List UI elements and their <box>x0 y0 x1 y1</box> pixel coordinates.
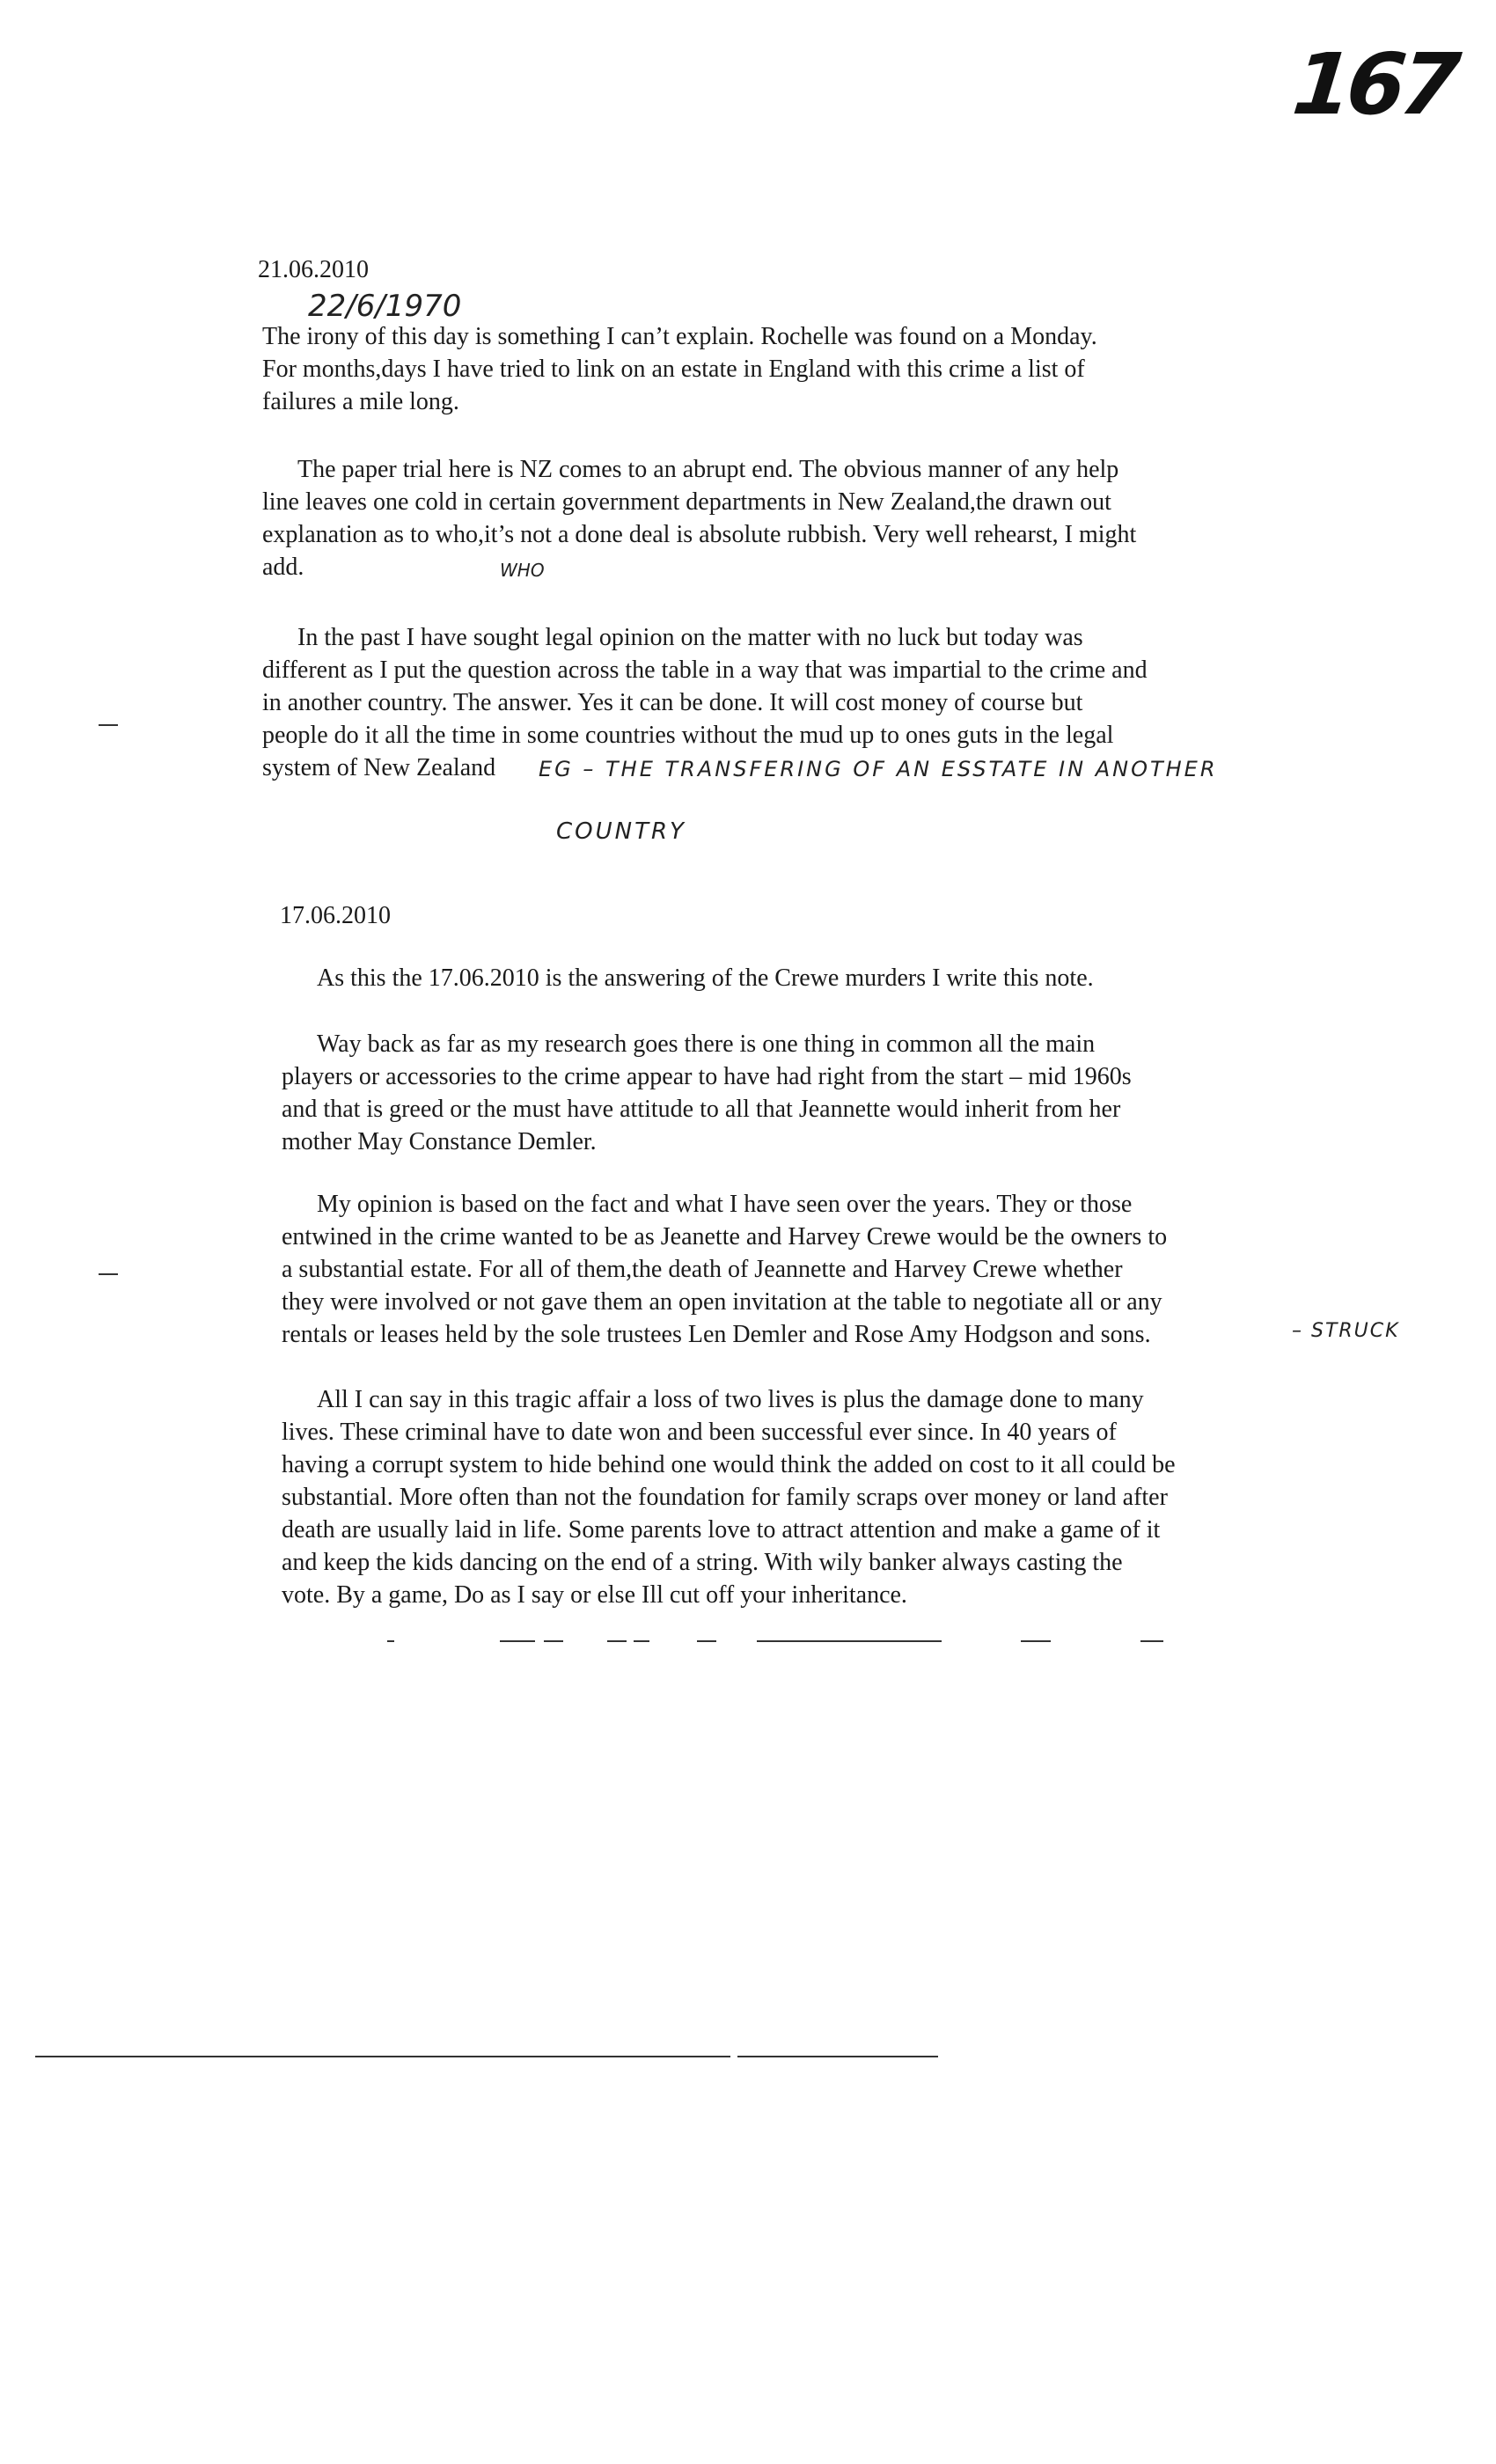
text-line: and keep the kids dancing on the end of a string. With wily banker always casting the <box>282 1549 1123 1576</box>
text-line: failures a mile long. <box>262 388 459 415</box>
entry-date: 17.06.2010 <box>280 902 391 929</box>
text-line: entwined in the crime wanted to be as Jeanette and Harvey Crewe would be the owners to <box>282 1223 1168 1250</box>
text-line: death are usually laid in life. Some parents love to attract attention and make a game of it <box>282 1516 1161 1544</box>
rule-segment <box>1021 1640 1051 1642</box>
paragraph <box>282 1188 1373 1351</box>
rule-segment <box>1140 1640 1163 1642</box>
text-line: As this the 17.06.2010 is the answering of the Crewe murders I write this note. <box>317 964 1094 992</box>
text-line: For months,days I have tried to link on an estate in England with this crime a list of <box>262 356 1085 383</box>
paragraph <box>282 962 1373 994</box>
rule-segment <box>387 1640 394 1642</box>
paragraph <box>282 1383 1373 1611</box>
rule-segment <box>607 1640 627 1642</box>
entry-date: 21.06.2010 <box>258 256 369 283</box>
page-number: 167 <box>1288 35 1460 134</box>
bottom-rule <box>737 2056 938 2057</box>
text-line: Way back as far as my research goes there is one thing in common all the main <box>317 1030 1096 1058</box>
text-line: My opinion is based on the fact and what I have seen over the years. They or those <box>317 1191 1133 1218</box>
paragraph <box>262 453 1371 583</box>
handwritten-annotation: EG – THE TRANSFERING OF AN ESSTATE IN ANOTHER <box>539 757 1218 781</box>
text-line: All I can say in this tragic affair a loss of two lives is plus the damage done to many <box>317 1386 1144 1413</box>
text-line: line leaves one cold in certain government departments in New Zealand,the drawn out <box>262 488 1111 516</box>
text-line: different as I put the question across the table in a way that was impartial to the crime and <box>262 656 1148 684</box>
text-line: lives. These criminal have to date won and been successful ever since. In 40 years of <box>282 1419 1117 1446</box>
bottom-rule <box>35 2056 730 2057</box>
text-line: people do it all the time in some countries without the mud up to ones guts in the legal <box>262 722 1114 749</box>
text-line: explanation as to who,it’s not a done deal is absolute rubbish. Very well rehearst, I might <box>262 521 1137 548</box>
text-line: mother May Constance Demler. <box>282 1128 597 1155</box>
text-line: in another country. The answer. Yes it can be done. It will cost money of course but <box>262 689 1083 716</box>
text-line: vote. By a game, Do as I say or else Ill cut off your inheritance. <box>282 1581 907 1609</box>
text-line: The irony of this day is something I can’t explain. Rochelle was found on a Monday. <box>262 323 1097 350</box>
text-line: a substantial estate. For all of them,the death of Jeannette and Harvey Crewe whether <box>282 1256 1123 1283</box>
text-line: having a corrupt system to hide behind one would think the added on cost to it all could be <box>282 1451 1176 1478</box>
rule-segment <box>697 1640 716 1642</box>
text-line: players or accessories to the crime appear to have had right from the start – mid 1960s <box>282 1063 1132 1090</box>
text-line: substantial. More often than not the foundation for family scraps over money or land after <box>282 1484 1168 1511</box>
handwritten-annotation: COUNTRY <box>556 818 686 845</box>
paragraph <box>282 1028 1373 1158</box>
rule-segment <box>500 1640 535 1642</box>
text-line: system of New Zealand <box>262 754 496 781</box>
text-line: and that is greed or the must have attitude to all that Jeannette would inherit from her <box>282 1096 1121 1123</box>
text-line: they were involved or not gave them an open invitation at the table to negotiate all or any <box>282 1288 1162 1316</box>
rule-segment <box>757 1640 942 1642</box>
text-line: rentals or leases held by the sole trustees Len Demler and Rose Amy Hodgson and sons. <box>282 1321 1151 1348</box>
text-line: The paper trial here is NZ comes to an abrupt end. The obvious manner of any help <box>297 456 1119 483</box>
handwritten-date: 22/6/1970 <box>308 289 462 324</box>
paragraph <box>262 320 1371 418</box>
text-line: In the past I have sought legal opinion on the matter with no luck but today was <box>297 624 1083 651</box>
handwritten-annotation: WHO <box>500 560 545 581</box>
margin-mark <box>99 724 118 726</box>
handwritten-annotation: – STRUCK <box>1292 1320 1400 1342</box>
rule-segment <box>634 1640 649 1642</box>
rule-segment <box>544 1640 563 1642</box>
text-line: add. <box>262 554 304 581</box>
margin-mark <box>99 1273 118 1275</box>
